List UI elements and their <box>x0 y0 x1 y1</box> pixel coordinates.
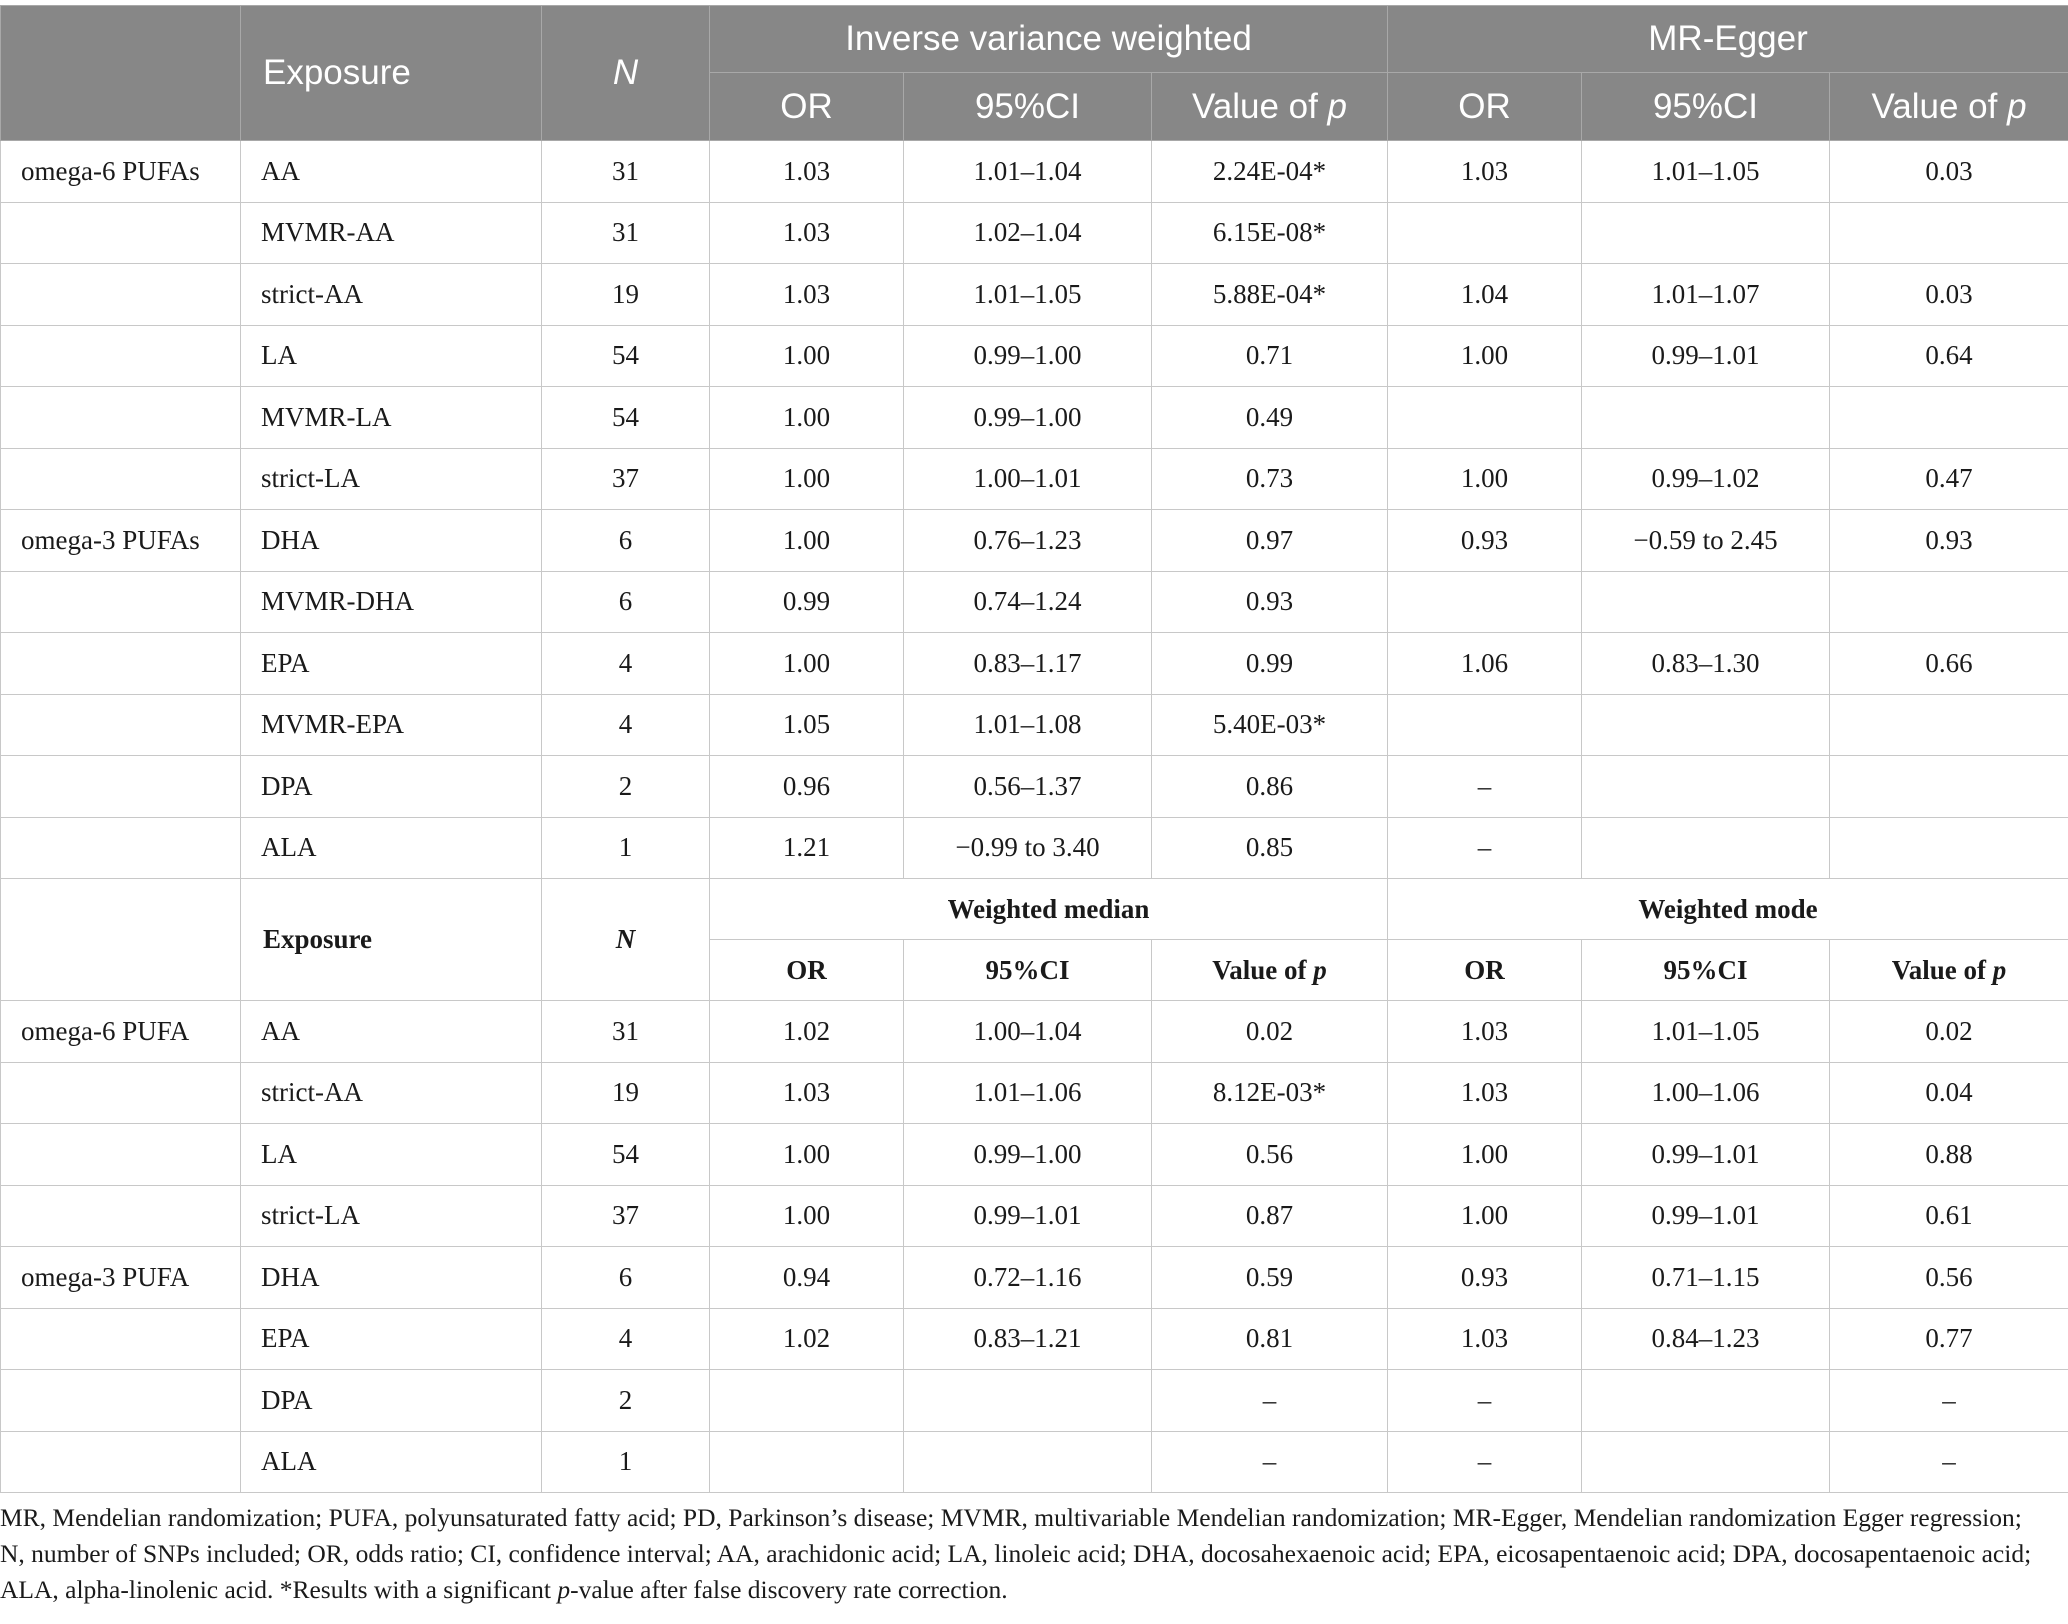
or-cell-1: 1.00 <box>710 633 904 695</box>
pvalue-cell-1: 0.97 <box>1152 510 1388 572</box>
ci-cell-2 <box>1582 387 1830 449</box>
ci-cell-2: 0.99–1.01 <box>1582 1185 1830 1247</box>
exposure-cell: DPA <box>241 1370 542 1432</box>
category-cell <box>1 1185 241 1247</box>
or-cell-1: 1.00 <box>710 1124 904 1186</box>
table-row <box>1 1124 2068 1186</box>
pvalue-cell-2: 0.47 <box>1830 448 2068 510</box>
or-cell-1: 1.00 <box>710 325 904 387</box>
exposure-cell: strict-AA <box>241 264 542 326</box>
pvalue-cell-1: 0.99 <box>1152 633 1388 695</box>
n-cell: 31 <box>542 141 710 203</box>
or-cell-1: 1.02 <box>710 1001 904 1063</box>
ci-cell-2: 1.00–1.06 <box>1582 1062 1830 1124</box>
section2-header-group-mode: Weighted mode <box>1388 879 2068 940</box>
or-cell-2 <box>1388 694 1582 756</box>
header-blank <box>1 6 241 141</box>
category-cell <box>1 633 241 695</box>
exposure-cell: MVMR-EPA <box>241 694 542 756</box>
exposure-cell: DPA <box>241 756 542 818</box>
pvalue-cell-1: 0.93 <box>1152 571 1388 633</box>
or-cell-1: 0.99 <box>710 571 904 633</box>
ci-cell-2: 0.99–1.02 <box>1582 448 1830 510</box>
n-cell: 31 <box>542 202 710 264</box>
category-cell: omega-3 PUFAs <box>1 510 241 572</box>
ci-cell-1: −0.99 to 3.40 <box>904 817 1152 879</box>
or-cell-1: 1.05 <box>710 694 904 756</box>
ci-cell-1: 0.83–1.21 <box>904 1308 1152 1370</box>
table-row <box>1 1431 2068 1493</box>
n-cell: 54 <box>542 325 710 387</box>
exposure-cell: MVMR-AA <box>241 202 542 264</box>
table-footnote: MR, Mendelian randomization; PUFA, polyunsaturated fatty acid; PD, Parkinson’s disease; MVMR, multivariable Mendelian randomization; MR-Egger, Mendelian randomization Egger regression; N, number of SNPs included; OR, odds ratio; CI, confidence interval; AA, arachidonic acid; LA, linoleic acid; DHA, docosahexaenoic acid; EPA, eicosapentaenoic acid; DPA, docosapentaenoic acid; ALA, alpha-linolenic acid. *Results with a significant p-value after false discovery rate correction. <box>0 1503 2032 1604</box>
ci-cell-1: 1.01–1.05 <box>904 264 1152 326</box>
exposure-cell: ALA <box>241 817 542 879</box>
pvalue-cell-1: 0.87 <box>1152 1185 1388 1247</box>
header-or-2: OR <box>1388 73 1582 141</box>
or-cell-2: 1.03 <box>1388 1001 1582 1063</box>
section2-header-blank <box>1 879 241 1001</box>
exposure-cell: LA <box>241 1124 542 1186</box>
or-cell-2: 1.03 <box>1388 1308 1582 1370</box>
or-cell-2: 1.06 <box>1388 633 1582 695</box>
category-cell: omega-6 PUFAs <box>1 141 241 203</box>
exposure-cell: EPA <box>241 1308 542 1370</box>
or-cell-2: 1.04 <box>1388 264 1582 326</box>
table-row <box>1 1247 2068 1309</box>
or-cell-2: 1.00 <box>1388 1185 1582 1247</box>
category-cell <box>1 264 241 326</box>
table-row <box>1 1308 2068 1370</box>
n-cell: 37 <box>542 448 710 510</box>
category-cell <box>1 1062 241 1124</box>
pvalue-cell-1: 5.88E-04* <box>1152 264 1388 326</box>
pvalue-cell-1: 0.56 <box>1152 1124 1388 1186</box>
ci-cell-1: 1.00–1.01 <box>904 448 1152 510</box>
ci-cell-1: 0.99–1.00 <box>904 325 1152 387</box>
n-cell: 4 <box>542 694 710 756</box>
pvalue-cell-2 <box>1830 202 2068 264</box>
n-cell: 1 <box>542 1431 710 1493</box>
ci-cell-2: 0.83–1.30 <box>1582 633 1830 695</box>
section2-header-pvalue-1: Value of p <box>1152 940 1388 1001</box>
header-exposure: Exposure <box>241 6 542 141</box>
ci-cell-1: 0.56–1.37 <box>904 756 1152 818</box>
pvalue-cell-2: – <box>1830 1431 2068 1493</box>
ci-cell-2 <box>1582 817 1830 879</box>
table-row <box>1 1062 2068 1124</box>
table-row <box>1 141 2068 203</box>
or-cell-2: 1.03 <box>1388 141 1582 203</box>
pvalue-cell-2 <box>1830 694 2068 756</box>
n-cell: 54 <box>542 1124 710 1186</box>
ci-cell-1: 0.74–1.24 <box>904 571 1152 633</box>
table-row <box>1 571 2068 633</box>
category-cell <box>1 1124 241 1186</box>
exposure-cell: strict-AA <box>241 1062 542 1124</box>
table-row <box>1 325 2068 387</box>
or-cell-1 <box>710 1431 904 1493</box>
exposure-cell: MVMR-LA <box>241 387 542 449</box>
exposure-cell: strict-LA <box>241 1185 542 1247</box>
section2-header-exposure: Exposure <box>241 879 542 1001</box>
n-cell: 2 <box>542 1370 710 1432</box>
or-cell-1 <box>710 1370 904 1432</box>
n-cell: 4 <box>542 1308 710 1370</box>
ci-cell-1: 1.01–1.06 <box>904 1062 1152 1124</box>
table-row <box>1 202 2068 264</box>
table-body-section-1 <box>1 141 2068 879</box>
section2-header-ci-2: 95%CI <box>1582 940 1830 1001</box>
n-cell: 31 <box>542 1001 710 1063</box>
section2-header-or-1: OR <box>710 940 904 1001</box>
pvalue-cell-2: 0.03 <box>1830 141 2068 203</box>
pvalue-cell-2: – <box>1830 1370 2068 1432</box>
ci-cell-2: −0.59 to 2.45 <box>1582 510 1830 572</box>
or-cell-2: 1.00 <box>1388 1124 1582 1186</box>
or-cell-2: 1.00 <box>1388 325 1582 387</box>
section2-header-ci-1: 95%CI <box>904 940 1152 1001</box>
n-cell: 54 <box>542 387 710 449</box>
header-n: N <box>542 6 710 141</box>
table-body-section-2 <box>1 1001 2068 1493</box>
n-cell: 19 <box>542 1062 710 1124</box>
pvalue-cell-1: 6.15E-08* <box>1152 202 1388 264</box>
n-cell: 4 <box>542 633 710 695</box>
table-header <box>1 6 2068 141</box>
ci-cell-2 <box>1582 202 1830 264</box>
header-ci-2: 95%CI <box>1582 73 1830 141</box>
pvalue-cell-2: 0.61 <box>1830 1185 2068 1247</box>
n-cell: 19 <box>542 264 710 326</box>
header-group-ivw: Inverse variance weighted <box>710 6 1388 73</box>
exposure-cell: DHA <box>241 510 542 572</box>
or-cell-2: – <box>1388 1431 1582 1493</box>
table-row <box>1 633 2068 695</box>
ci-cell-1: 0.72–1.16 <box>904 1247 1152 1309</box>
or-cell-2: 0.93 <box>1388 510 1582 572</box>
or-cell-2 <box>1388 202 1582 264</box>
ci-cell-2 <box>1582 1370 1830 1432</box>
category-cell <box>1 694 241 756</box>
exposure-cell: EPA <box>241 633 542 695</box>
category-cell <box>1 756 241 818</box>
ci-cell-2: 0.99–1.01 <box>1582 1124 1830 1186</box>
table-row <box>1 694 2068 756</box>
or-cell-2: – <box>1388 1370 1582 1432</box>
pvalue-cell-1: 2.24E-04* <box>1152 141 1388 203</box>
or-cell-1: 1.21 <box>710 817 904 879</box>
pvalue-cell-1: 0.49 <box>1152 387 1388 449</box>
or-cell-1: 1.03 <box>710 202 904 264</box>
or-cell-1: 1.03 <box>710 264 904 326</box>
pvalue-cell-1: 0.81 <box>1152 1308 1388 1370</box>
pvalue-cell-2 <box>1830 756 2068 818</box>
category-cell <box>1 1431 241 1493</box>
ci-cell-1: 0.99–1.00 <box>904 1124 1152 1186</box>
pvalue-cell-2: 0.56 <box>1830 1247 2068 1309</box>
exposure-cell: strict-LA <box>241 448 542 510</box>
or-cell-1: 1.02 <box>710 1308 904 1370</box>
pvalue-cell-2: 0.66 <box>1830 633 2068 695</box>
exposure-cell: ALA <box>241 1431 542 1493</box>
section2-header-pvalue-2: Value of p <box>1830 940 2068 1001</box>
pvalue-cell-2: 0.93 <box>1830 510 2068 572</box>
ci-cell-2 <box>1582 571 1830 633</box>
section2-header-group-median: Weighted median <box>710 879 1388 940</box>
pvalue-cell-1: 5.40E-03* <box>1152 694 1388 756</box>
category-cell <box>1 571 241 633</box>
ci-cell-1: 1.01–1.08 <box>904 694 1152 756</box>
table-row <box>1 756 2068 818</box>
or-cell-1: 0.96 <box>710 756 904 818</box>
pvalue-cell-1: 8.12E-03* <box>1152 1062 1388 1124</box>
or-cell-1: 1.00 <box>710 448 904 510</box>
n-cell: 6 <box>542 571 710 633</box>
ci-cell-2: 0.84–1.23 <box>1582 1308 1830 1370</box>
table-row <box>1 1370 2068 1432</box>
pvalue-cell-2: 0.04 <box>1830 1062 2068 1124</box>
or-cell-2: 0.93 <box>1388 1247 1582 1309</box>
ci-cell-2: 0.71–1.15 <box>1582 1247 1830 1309</box>
pvalue-cell-1: 0.85 <box>1152 817 1388 879</box>
pvalue-cell-2 <box>1830 387 2068 449</box>
pvalue-cell-2 <box>1830 571 2068 633</box>
table-row <box>1 1001 2068 1063</box>
n-cell: 6 <box>542 1247 710 1309</box>
ci-cell-2: 1.01–1.05 <box>1582 1001 1830 1063</box>
category-cell <box>1 325 241 387</box>
exposure-cell: AA <box>241 1001 542 1063</box>
exposure-cell: MVMR-DHA <box>241 571 542 633</box>
ci-cell-1: 0.76–1.23 <box>904 510 1152 572</box>
pvalue-cell-2: 0.77 <box>1830 1308 2068 1370</box>
n-cell: 37 <box>542 1185 710 1247</box>
ci-cell-1: 1.02–1.04 <box>904 202 1152 264</box>
header-group-egger: MR-Egger <box>1388 6 2068 73</box>
n-cell: 1 <box>542 817 710 879</box>
category-cell <box>1 1370 241 1432</box>
pvalue-cell-1: 0.59 <box>1152 1247 1388 1309</box>
pvalue-cell-2 <box>1830 817 2068 879</box>
ci-cell-1: 0.83–1.17 <box>904 633 1152 695</box>
table-row <box>1 1185 2068 1247</box>
category-cell <box>1 387 241 449</box>
or-cell-1: 1.00 <box>710 387 904 449</box>
table-row <box>1 510 2068 572</box>
category-cell <box>1 202 241 264</box>
ci-cell-1 <box>904 1431 1152 1493</box>
section2-header-or-2: OR <box>1388 940 1582 1001</box>
header-pvalue-2: Value of p <box>1830 73 2068 141</box>
ci-cell-1: 0.99–1.00 <box>904 387 1152 449</box>
category-cell <box>1 448 241 510</box>
table-row <box>1 817 2068 879</box>
or-cell-2: 1.03 <box>1388 1062 1582 1124</box>
pvalue-cell-1: 0.73 <box>1152 448 1388 510</box>
or-cell-2 <box>1388 387 1582 449</box>
section-2-header <box>1 879 2068 1001</box>
ci-cell-1: 1.01–1.04 <box>904 141 1152 203</box>
or-cell-2: 1.00 <box>1388 448 1582 510</box>
ci-cell-2 <box>1582 1431 1830 1493</box>
or-cell-1: 1.00 <box>710 1185 904 1247</box>
pvalue-cell-1: 0.02 <box>1152 1001 1388 1063</box>
pvalue-cell-2: 0.03 <box>1830 264 2068 326</box>
n-cell: 6 <box>542 510 710 572</box>
table-row <box>1 264 2068 326</box>
n-cell: 2 <box>542 756 710 818</box>
header-or-1: OR <box>710 73 904 141</box>
pvalue-cell-1: – <box>1152 1431 1388 1493</box>
pvalue-cell-2: 0.88 <box>1830 1124 2068 1186</box>
table-row <box>1 387 2068 449</box>
category-cell: omega-6 PUFA <box>1 1001 241 1063</box>
pvalue-cell-2: 0.02 <box>1830 1001 2068 1063</box>
ci-cell-1 <box>904 1370 1152 1432</box>
ci-cell-1: 0.99–1.01 <box>904 1185 1152 1247</box>
or-cell-1: 1.03 <box>710 141 904 203</box>
table-row <box>1 448 2068 510</box>
or-cell-1: 0.94 <box>710 1247 904 1309</box>
header-ci-1: 95%CI <box>904 73 1152 141</box>
category-cell <box>1 817 241 879</box>
ci-cell-1: 1.00–1.04 <box>904 1001 1152 1063</box>
ci-cell-2: 0.99–1.01 <box>1582 325 1830 387</box>
or-cell-2: – <box>1388 756 1582 818</box>
pvalue-cell-1: 0.86 <box>1152 756 1388 818</box>
exposure-cell: AA <box>241 141 542 203</box>
section2-header-n: N <box>542 879 710 1001</box>
pvalue-cell-1: 0.71 <box>1152 325 1388 387</box>
pvalue-cell-1: – <box>1152 1370 1388 1432</box>
ci-cell-2 <box>1582 694 1830 756</box>
ci-cell-2: 1.01–1.05 <box>1582 141 1830 203</box>
ci-cell-2: 1.01–1.07 <box>1582 264 1830 326</box>
category-cell <box>1 1308 241 1370</box>
category-cell: omega-3 PUFA <box>1 1247 241 1309</box>
or-cell-1: 1.03 <box>710 1062 904 1124</box>
or-cell-1: 1.00 <box>710 510 904 572</box>
results-table <box>0 5 2068 1493</box>
header-pvalue-1: Value of p <box>1152 73 1388 141</box>
ci-cell-2 <box>1582 756 1830 818</box>
pvalue-cell-2: 0.64 <box>1830 325 2068 387</box>
or-cell-2 <box>1388 571 1582 633</box>
or-cell-2: – <box>1388 817 1582 879</box>
exposure-cell: LA <box>241 325 542 387</box>
exposure-cell: DHA <box>241 1247 542 1309</box>
